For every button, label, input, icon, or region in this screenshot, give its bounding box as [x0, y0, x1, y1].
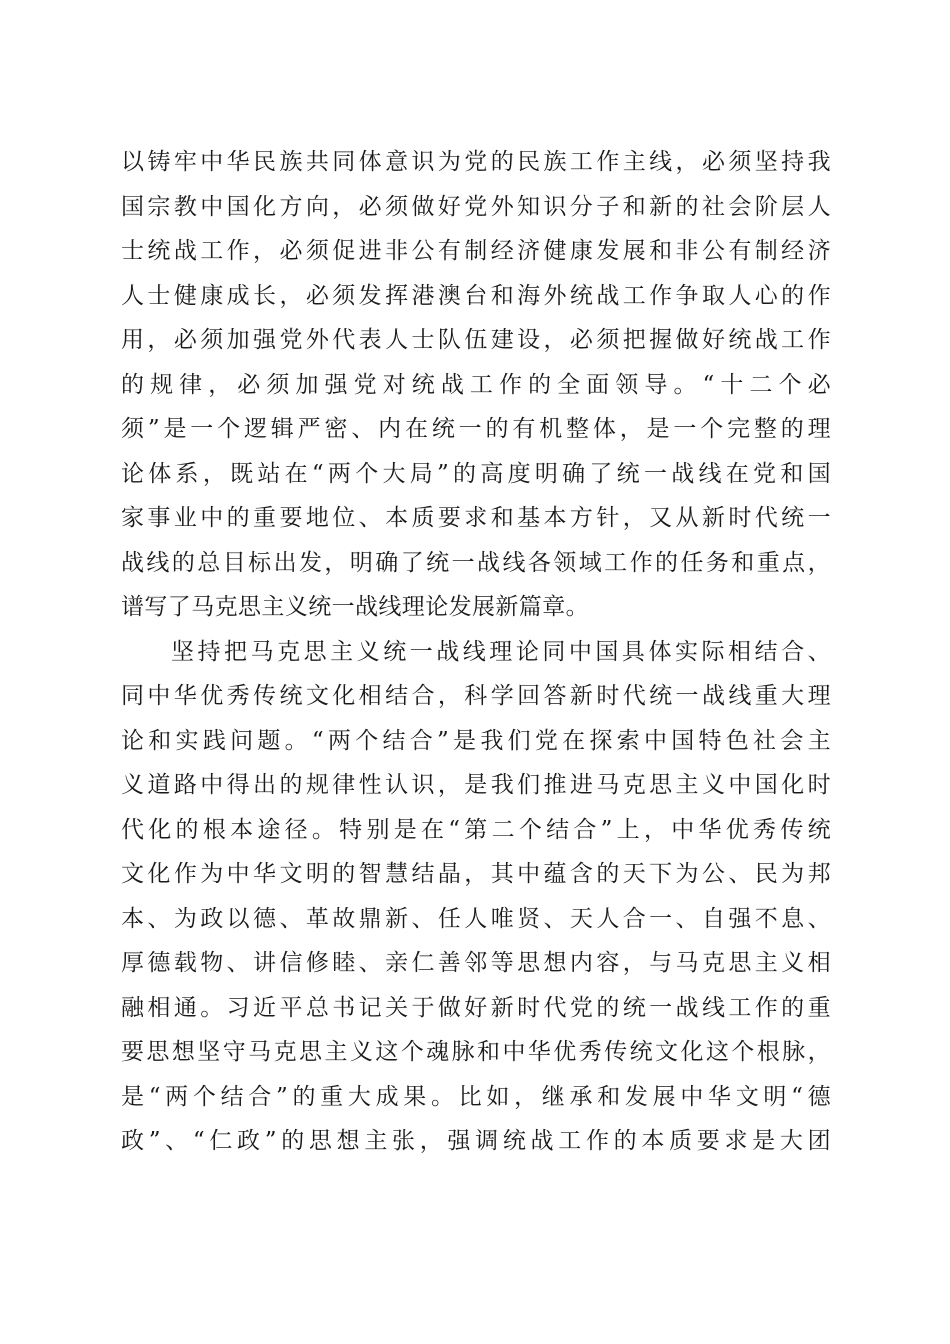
- text-line: 用，必须加强党外代表人士队伍建设，必须把握做好统战工作: [121, 327, 831, 353]
- text-line: 家事业中的重要地位、本质要求和基本方针，又从新时代统一: [121, 505, 831, 531]
- text-line: 士统战工作，必须促进非公有制经济健康发展和非公有制经济: [121, 238, 831, 264]
- text-line: 人士健康成长，必须发挥港澳台和海外统战工作争取人心的作: [121, 282, 831, 309]
- text-line: 融相通。习近平总书记关于做好新时代党的统一战线工作的重: [121, 994, 831, 1021]
- text-line: 的规律，必须加强党对统战工作的全面领导。“十二个必: [121, 371, 831, 398]
- paragraph-first-line: 坚持把马克思主义统一战线理论同中国具体实际相结合、: [171, 638, 831, 665]
- text-line: 国宗教中国化方向，必须做好党外知识分子和新的社会阶层人: [121, 193, 831, 220]
- text-line: 义道路中得出的规律性认识，是我们推进马克思主义中国化时: [121, 772, 831, 798]
- text-line: 须”是一个逻辑严密、内在统一的有机整体，是一个完整的理: [121, 416, 831, 442]
- text-line: 论体系，既站在“两个大局”的高度明确了统一战线在党和国: [121, 460, 831, 487]
- text-line: 战线的总目标出发，明确了统一战线各领域工作的任务和重点，: [121, 549, 831, 576]
- text-line: 同中华优秀传统文化相结合，科学回答新时代统一战线重大理: [121, 683, 831, 709]
- text-line: 文化作为中华文明的智慧结晶，其中蕴含的天下为公、民为邦: [121, 861, 831, 887]
- text-line: 要思想坚守马克思主义这个魂脉和中华优秀传统文化这个根脉，: [121, 1039, 831, 1065]
- text-line: 厚德载物、讲信修睦、亲仁善邻等思想内容，与马克思主义相: [121, 950, 831, 976]
- text-line: 代化的根本途径。特别是在“第二个结合”上，中华优秀传统: [121, 816, 831, 843]
- text-line: 以铸牢中华民族共同体意识为党的民族工作主线，必须坚持我: [121, 149, 831, 175]
- text-line: 论和实践问题。“两个结合”是我们党在探索中国特色社会主: [121, 727, 831, 754]
- body-text: [121, 140, 831, 1164]
- text-line: 本、为政以德、革故鼎新、任人唯贤、天人合一、自强不息、: [121, 905, 831, 932]
- text-line: 是“两个结合”的重大成果。比如，继承和发展中华文明“德: [121, 1083, 831, 1110]
- text-line: 政”、“仁政”的思想主张，强调统战工作的本质要求是大团: [121, 1128, 831, 1154]
- text-line: 谱写了马克思主义统一战线理论发展新篇章。: [121, 594, 589, 620]
